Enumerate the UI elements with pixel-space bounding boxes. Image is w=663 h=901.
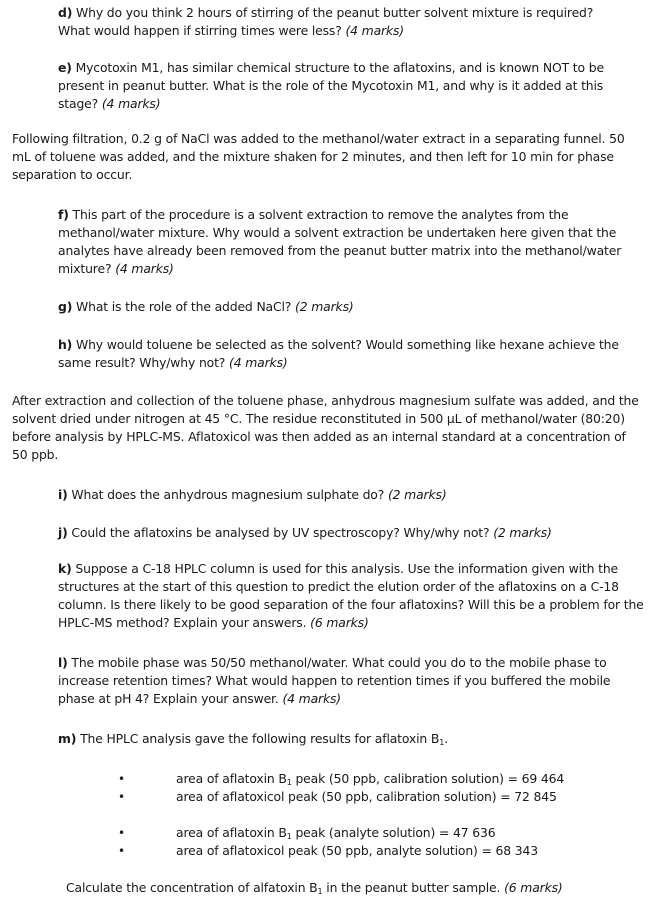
question-marks: (4 marks) <box>101 96 161 111</box>
question-marks: (2 marks) <box>493 525 552 540</box>
bullet-icon: • <box>118 772 125 786</box>
question-m <box>58 730 648 748</box>
question-text: Could the aflatoxins be analysed by UV spectroscopy? Why/why not? <box>67 525 490 540</box>
result-post: peak (50 ppb, calibration solution) = 69 464 <box>291 771 565 786</box>
final-text: Calculate the concentration of alfatoxin B <box>66 880 318 895</box>
question-marks: (2 marks) <box>387 487 447 502</box>
question-h <box>58 336 648 372</box>
result-text <box>176 824 495 842</box>
result-pre: area of aflatoxicol peak (50 ppb, analyte solution) = 68 343 <box>176 843 539 858</box>
bullet-icon: • <box>118 844 125 858</box>
question-marks: (6 marks) <box>310 615 369 630</box>
question-j <box>58 524 638 542</box>
subscript: 1 <box>317 887 323 896</box>
result-pre: area of aflatoxicol peak (50 ppb, calibration solution) = 72 845 <box>176 789 557 804</box>
final-question <box>66 879 656 897</box>
final-text-end: in the peanut butter sample. <box>322 880 501 895</box>
question-marks: (2 marks) <box>295 299 354 314</box>
question-text: Suppose a C-18 HPLC column is used for this analysis. Use the information given with the structures at the start of this question to predict the elution order of the aflatoxins on a C-18 column. Is there likely to be good separation of the four aflatoxins? Will this be a problem for the HPLC-MS method? Explain your answers. <box>58 561 644 630</box>
question-label: l) <box>58 655 68 670</box>
question-i <box>58 486 638 504</box>
question-label: i) <box>58 487 68 502</box>
result-item <box>118 770 618 788</box>
bullet-icon: • <box>118 790 125 804</box>
question-text: What does the anhydrous magnesium sulphate do? <box>67 487 385 502</box>
result-item <box>118 788 618 806</box>
question-g <box>58 298 638 316</box>
question-label: f) <box>58 207 69 222</box>
result-pre: area of aflatoxin B <box>176 771 287 786</box>
question-l <box>58 654 648 708</box>
question-text: Mycotoxin M1, has similar chemical structure to the aflatoxins, and is known NOT to be present in peanut butter. What is the role of the Mycotoxin M1, and why is it added at this stage? <box>58 60 604 111</box>
question-label: m) <box>58 731 77 746</box>
question-label: k) <box>58 561 72 576</box>
question-text-end: . <box>444 731 448 746</box>
question-marks: (6 marks) <box>504 880 563 895</box>
question-text: Why would toluene be selected as the solvent? Would something like hexane achieve the same result? Why/why not? <box>58 337 619 370</box>
question-text: This part of the procedure is a solvent extraction to remove the analytes from the methanol/water mixture. Why would a solvent extraction be undertaken here given that the analytes have already been removed from the peanut butter matrix into the methanol/water mixture? <box>58 207 622 276</box>
question-label: e) <box>58 60 72 75</box>
subscript: 1 <box>439 738 445 747</box>
question-marks: (4 marks) <box>282 691 341 706</box>
result-text <box>176 770 564 788</box>
question-text: Why do you think 2 hours of stirring of the peanut butter solvent mixture is required? What would happen if stirring times were less? <box>58 5 594 38</box>
filtration-paragraph: Following filtration, 0.2 g of NaCl was added to the methanol/water extract in a separating funnel. 50 mL of toluene was added, and the mixture shaken for 2 minutes, and then left for 10 min for phase separation to occur. <box>12 131 625 182</box>
question-label: h) <box>58 337 73 352</box>
question-label: d) <box>58 5 73 20</box>
result-item <box>118 824 618 842</box>
subscript: 1 <box>286 832 292 841</box>
question-marks: (4 marks) <box>229 355 288 370</box>
question-d <box>58 4 628 40</box>
subscript: 1 <box>286 778 292 787</box>
result-post: peak (analyte solution) = 47 636 <box>291 825 496 840</box>
question-label: g) <box>58 299 73 314</box>
question-label: j) <box>58 525 68 540</box>
result-text <box>176 842 538 860</box>
bullet-icon: • <box>118 826 125 840</box>
question-text: What is the role of the added NaCl? <box>72 299 292 314</box>
question-e <box>58 59 638 113</box>
question-text: The mobile phase was 50/50 methanol/water. What could you do to the mobile phase to increase retention times? What would happen to retention times if you buffered the mobile phase at pH 4? Explain your answer. <box>58 655 611 706</box>
result-item <box>118 842 618 860</box>
question-k <box>58 560 652 632</box>
extraction-paragraph: After extraction and collection of the toluene phase, anhydrous magnesium sulfate was added, and the solvent dried under nitrogen at 45 °C. The residue reconstituted in 500 µL of methanol/water (80:20) before analysis by HPLC-MS. Aflatoxicol was then added as an internal standard at a concentration of 50 ppb. <box>12 393 639 462</box>
question-marks: (4 marks) <box>345 23 404 38</box>
question-text: The HPLC analysis gave the following results for aflatoxin B <box>76 731 440 746</box>
result-pre: area of aflatoxin B <box>176 825 287 840</box>
question-f <box>58 206 648 278</box>
question-marks: (4 marks) <box>115 261 174 276</box>
result-text <box>176 788 557 806</box>
